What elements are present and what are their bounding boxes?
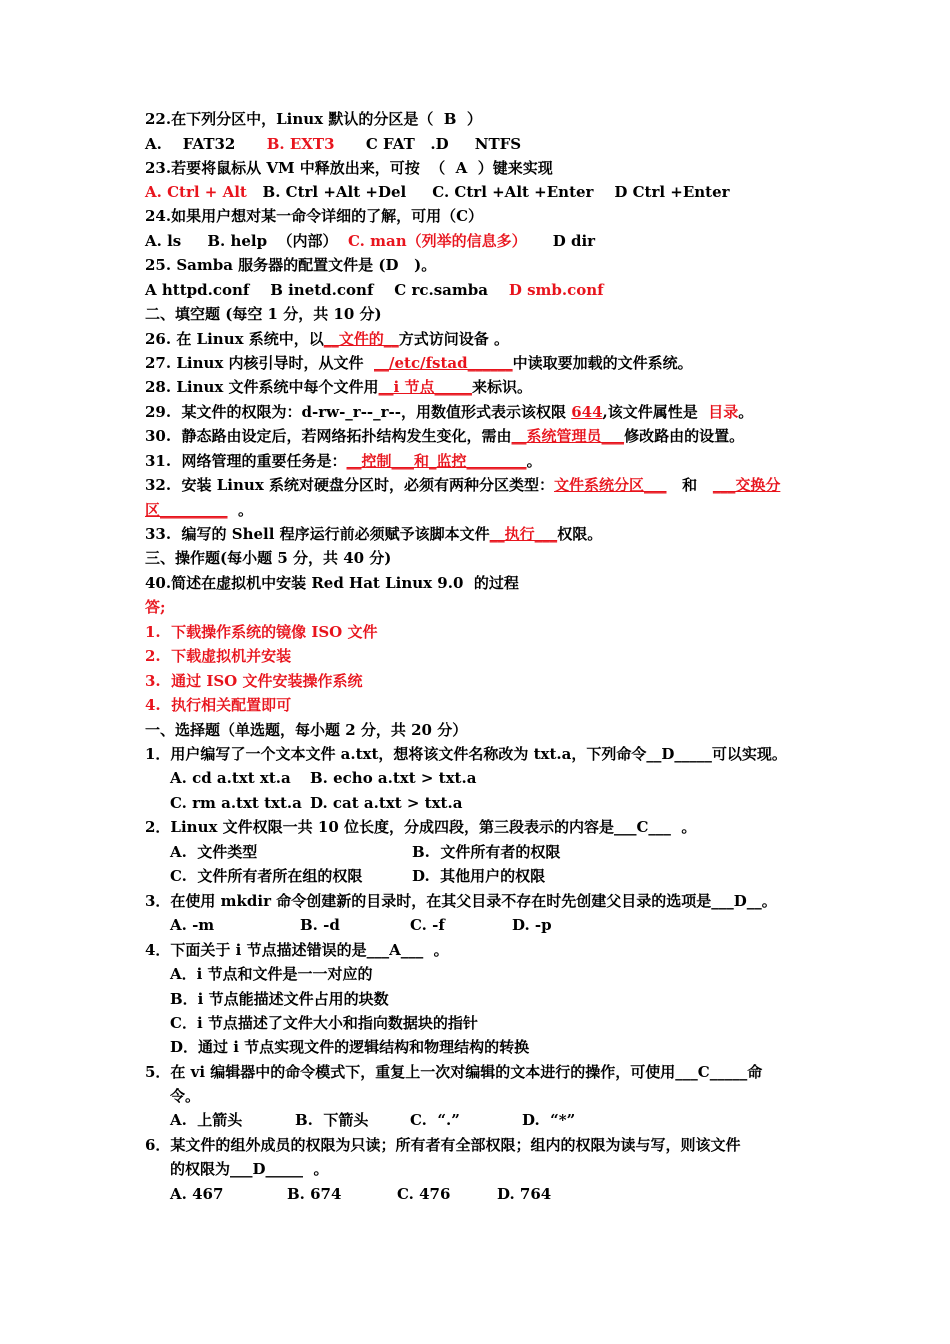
question-text: 28. Linux 文件系统中每个文件用 — [145, 378, 379, 396]
text-line — [145, 940, 449, 960]
text-line — [145, 573, 519, 593]
answer-text: __i 节点_____ — [378, 378, 472, 396]
question-text: 25. Samba 服务器的配置文件是 (D )。 — [145, 256, 437, 274]
text-line — [145, 182, 730, 202]
question-text: B. Ctrl +Alt +Del C. Ctrl +Alt +Enter D Ctrl +Enter — [246, 183, 730, 201]
text-line — [145, 329, 509, 349]
text-line — [145, 377, 532, 397]
text-line — [170, 989, 389, 1009]
question-text: 24.如果用户想对某一命令详细的了解，可用（C） — [145, 207, 484, 225]
text-line — [145, 109, 482, 129]
question-text: 40.简述在虚拟机中安装 Red Hat Linux 9.0 的过程 — [145, 574, 519, 592]
question-text: 26. 在 Linux 系统中，以 — [145, 330, 324, 348]
text-line — [145, 622, 377, 642]
question-text: 。 — [227, 501, 253, 519]
text-line — [145, 231, 595, 251]
question-text: 29. 某文件的权限为：d-rw-_r--_r--，用数值形式表示该权限 — [145, 403, 572, 421]
text-line — [145, 1062, 762, 1082]
answer-text: B. EXT3 — [266, 135, 335, 153]
question-text: 1．用户编写了一个文本文件 a.txt，想将该文件名称改为 txt.a，下列命令__D_____可以实现。 — [145, 745, 787, 763]
question-text: D dir — [526, 232, 596, 250]
question-text: A httpd.conf B inetd.conf C rc.samba — [145, 281, 509, 299]
answer-text: ___交换分 — [712, 476, 781, 494]
answer-text: __/etc/fstad______ — [374, 354, 513, 372]
option-text: D. cat a.txt > txt.a — [310, 794, 463, 812]
question-text: 来标识。 — [471, 378, 532, 396]
text-line — [145, 426, 744, 446]
question-text: 修改路由的设置。 — [624, 427, 745, 445]
answer-text: 答; — [145, 598, 166, 616]
answer-text: __系统管理员___ — [511, 427, 625, 445]
question-text: 3．在使用 mkdir 命令创建新的目录时，在其父目录不存在时先创建父目录的选项是___D__。 — [145, 892, 777, 910]
question-text: 和 — [666, 476, 713, 494]
text-line — [145, 695, 291, 715]
text-line — [145, 206, 483, 226]
option-text: A. 467 — [170, 1185, 224, 1203]
option-text: B. echo a.txt > txt.a — [310, 769, 477, 787]
text-line — [145, 158, 553, 178]
option-text: C. rm a.txt txt.a — [170, 794, 302, 812]
text-line — [145, 475, 780, 495]
text-line — [145, 1135, 740, 1155]
option-text: C. -f — [410, 916, 445, 934]
option-text: B. 674 — [287, 1185, 342, 1203]
answer-text: 3. 通过 ISO 文件安装操作系统 — [145, 672, 363, 690]
question-text: 23.若要将鼠标从 VM 中释放出来，可按 （ A ）键来实现 — [145, 159, 553, 177]
question-text: 30. 静态路由设定后，若网络拓扑结构发生变化，需由 — [145, 427, 512, 445]
question-text: 令。 — [170, 1087, 201, 1105]
question-text: 5．在 vi 编辑器中的命令模式下，重复上一次对编辑的文本进行的操作，可使用___C_____命 — [145, 1063, 763, 1081]
option-text: D. -p — [512, 916, 552, 934]
text-line — [145, 451, 542, 471]
question-text: 31. 网络管理的重要任务是： — [145, 452, 347, 470]
option-text: A. 上箭头 — [170, 1111, 243, 1129]
question-text: 二、填空题 (每空 1 分，共 10 分) — [145, 305, 382, 323]
text-line — [170, 1086, 200, 1106]
text-line — [145, 255, 436, 275]
answer-text: __文件的__ — [323, 330, 399, 348]
answer-text: 目录 — [708, 403, 739, 421]
text-line — [145, 134, 521, 154]
question-text: C FAT .D NTFS — [334, 135, 522, 153]
text-line — [145, 817, 696, 837]
answer-text: 4. 执行相关配置即可 — [145, 696, 292, 714]
text-line — [145, 597, 166, 617]
question-text: 三、操作题(每小题 5 分，共 40 分) — [145, 549, 392, 567]
text-line — [145, 671, 362, 691]
option-text: C. “.” — [410, 1111, 460, 1129]
question-text: 6．某文件的组外成员的权限为只读；所有者有全部权限；组内的权限为读与写，则该文件 — [145, 1136, 741, 1154]
answer-text: 文件系统分区___ — [554, 476, 667, 494]
answer-text: A. Ctrl + Alt — [145, 183, 247, 201]
option-text: D. 其他用户的权限 — [412, 867, 546, 885]
answer-text: 644 — [571, 403, 603, 421]
answer-text: __控制___和_监控________ — [346, 452, 527, 470]
answer-text: __执行___ — [489, 525, 558, 543]
text-line — [145, 524, 602, 544]
question-text: ,该文件属性是 — [602, 403, 709, 421]
question-text: 。 — [738, 403, 754, 421]
question-text: 方式访问设备 。 — [398, 330, 510, 348]
text-line — [170, 964, 373, 984]
answer-text: 1. 下载操作系统的镜像 ISO 文件 — [145, 623, 378, 641]
text-line — [170, 1013, 478, 1033]
question-text: 2．Linux 文件权限一共 10 位长度，分成四段，第三段表示的内容是___C___ 。 — [145, 818, 697, 836]
text-line — [145, 744, 787, 764]
text-line — [145, 402, 753, 422]
question-text: D．通过 i 节点实现文件的逻辑结构和物理结构的转换 — [170, 1038, 530, 1056]
answer-text: 区_________ — [145, 501, 228, 519]
option-text: A. cd a.txt xt.a — [170, 769, 291, 787]
option-text: B. -d — [300, 916, 340, 934]
option-text: B. 文件所有者的权限 — [412, 843, 561, 861]
answer-text: D smb.conf — [508, 281, 604, 299]
question-text: 中读取要加载的文件系统。 — [512, 354, 693, 372]
question-text: 。 — [526, 452, 542, 470]
text-line — [145, 646, 291, 666]
text-line — [145, 548, 391, 568]
answer-text: C. man（列举的信息多） — [347, 232, 527, 250]
text-line — [145, 500, 253, 520]
option-text: A. -m — [170, 916, 215, 934]
question-text: 权限。 — [557, 525, 603, 543]
question-text: 4．下面关于 i 节点描述错误的是___A___ 。 — [145, 941, 449, 959]
text-line — [145, 280, 604, 300]
option-text: D. “*” — [522, 1111, 576, 1129]
question-text: C．i 节点描述了文件大小和指向数据块的指针 — [170, 1014, 478, 1032]
text-line — [145, 720, 467, 740]
option-text: C. 文件所有者所在组的权限 — [170, 867, 363, 885]
answer-text: 2. 下载虚拟机并安装 — [145, 647, 292, 665]
question-text: 27. Linux 内核引导时，从文件 — [145, 354, 374, 372]
question-text: B．i 节点能描述文件占用的块数 — [170, 990, 389, 1008]
question-text: A. FAT32 — [145, 135, 267, 153]
option-text: B. 下箭头 — [295, 1111, 369, 1129]
question-text: 22.在下列分区中，Linux 默认的分区是（ B ） — [145, 110, 482, 128]
text-line — [170, 1037, 529, 1057]
question-text: A. ls B. help （内部） — [145, 232, 348, 250]
text-line — [145, 353, 693, 373]
text-line — [170, 1159, 328, 1179]
question-text: 的权限为___D_____ 。 — [170, 1160, 329, 1178]
question-text: A．i 节点和文件是一一对应的 — [170, 965, 373, 983]
option-text: C. 476 — [397, 1185, 451, 1203]
question-text: 33. 编写的 Shell 程序运行前必须赋予该脚本文件 — [145, 525, 490, 543]
text-line — [145, 304, 382, 324]
option-text: D. 764 — [497, 1185, 552, 1203]
question-text: 32. 安装 Linux 系统对硬盘分区时，必须有两种分区类型： — [145, 476, 554, 494]
text-line — [145, 891, 777, 911]
option-text: A. 文件类型 — [170, 843, 258, 861]
question-text: 一、选择题（单选题，每小题 2 分，共 20 分） — [145, 721, 468, 739]
